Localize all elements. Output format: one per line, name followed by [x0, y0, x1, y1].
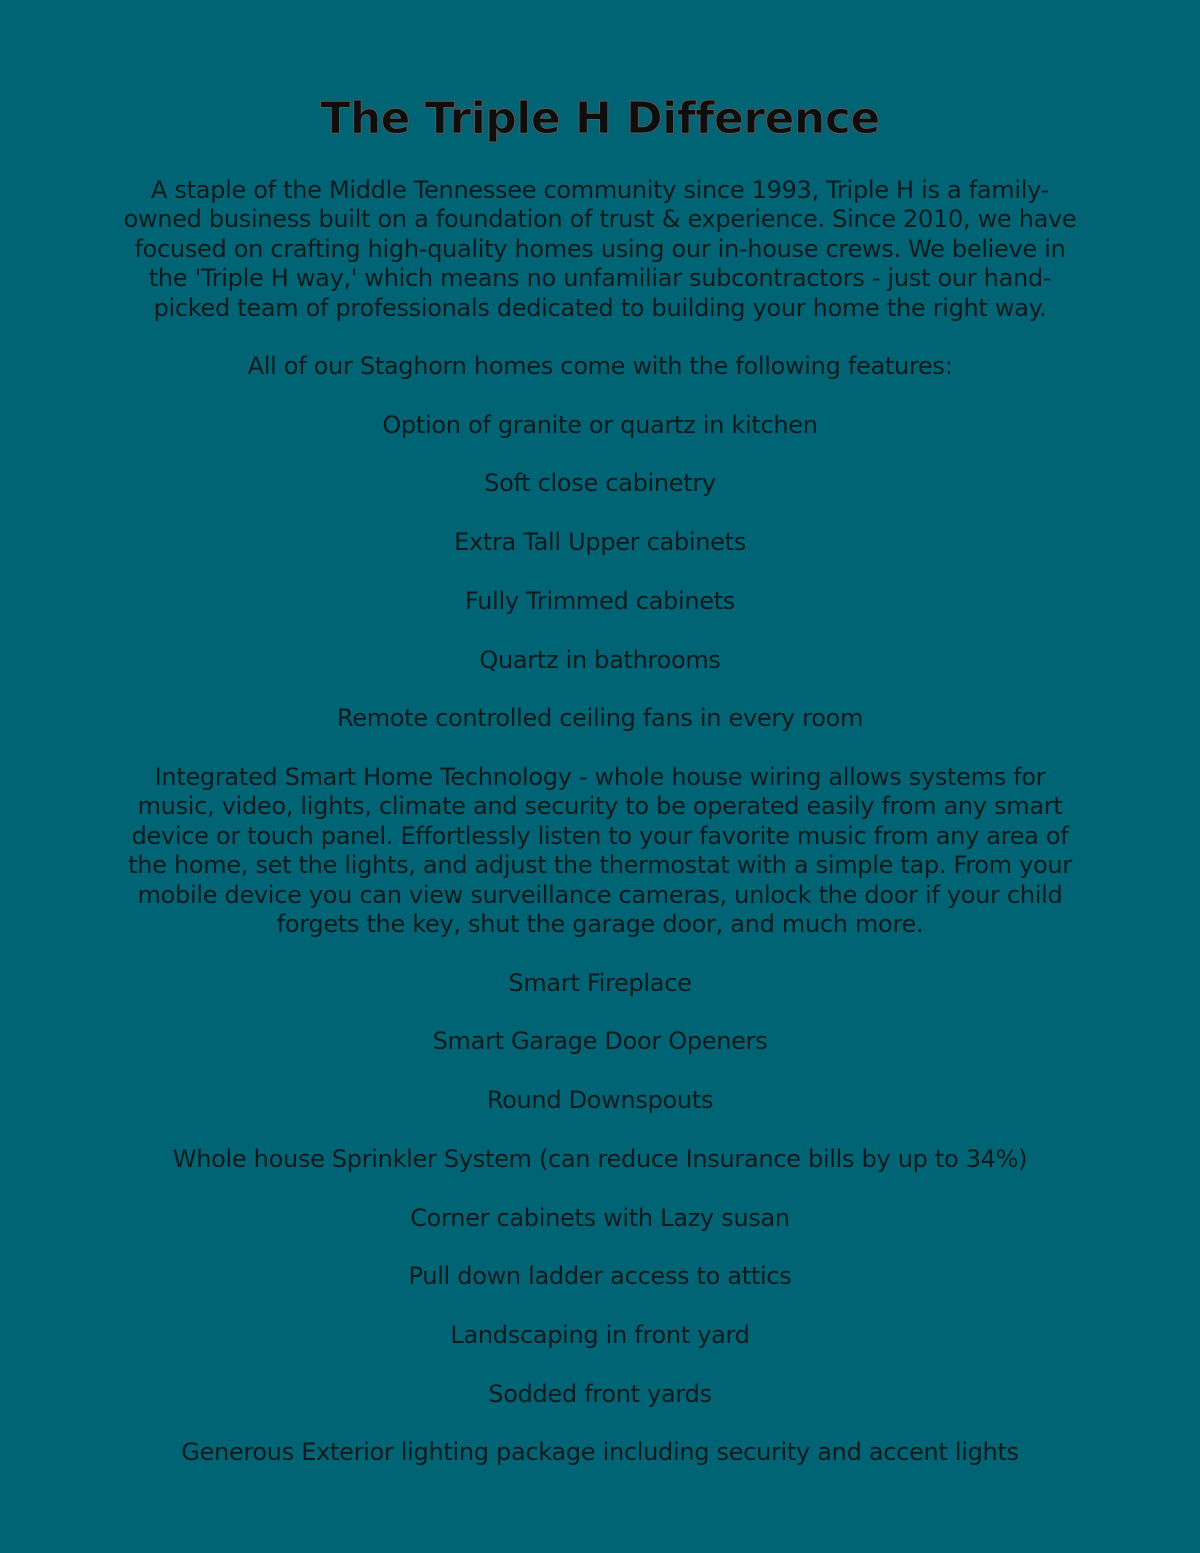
features-lead: All of our Staghorn homes come with the following features: — [247, 352, 953, 381]
feature-item: Smart Garage Door Openers — [432, 1027, 768, 1056]
features-list — [0, 411, 1200, 1468]
feature-item: Extra Tall Upper cabinets — [454, 528, 746, 557]
feature-item: Sodded front yards — [488, 1379, 712, 1408]
feature-item: Corner cabinets with Lazy susan — [410, 1203, 790, 1232]
feature-item: Remote controlled ceiling fans in every room — [336, 704, 864, 733]
feature-item: Soft close cabinetry — [484, 469, 716, 498]
feature-item: Fully Trimmed cabinets — [464, 586, 736, 615]
feature-item: Integrated Smart Home Technology - whole house wiring allows systems for music, video, lights, climate and security to be operated easily from any smart device or touch panel. Effortlessly listen to your favorite music from any area of the home, set the lights, and adjust the thermostat with a simple tap. From your mobile device you can view surveillance cameras, unlock the door if your child forgets the key, shut the garage door, and much more. — [128, 762, 1072, 938]
feature-item: Smart Fireplace — [508, 968, 692, 997]
feature-item: Option of granite or quartz in kitchen — [382, 410, 818, 439]
intro-paragraph: A staple of the Middle Tennessee community since 1993, Triple H is a family-owned business built on a foundation of trust & experience. Since 2010, we have focused on crafting high-quality homes using our in-house crews. We believe in the 'Triple H way,' which means no unfamiliar subcontractors - just our hand-picked team of professionals dedicated to building your home the right way. — [123, 176, 1077, 322]
feature-item: Generous Exterior lighting package including security and accent lights — [181, 1438, 1019, 1467]
feature-item: Whole house Sprinkler System (can reduce Insurance bills by up to 34%) — [172, 1144, 1028, 1173]
page-title: The Triple H Difference — [320, 93, 880, 144]
feature-item: Quartz in bathrooms — [479, 645, 721, 674]
feature-item: Landscaping in front yard — [450, 1320, 750, 1349]
feature-item: Pull down ladder access to attics — [408, 1262, 792, 1291]
feature-item: Round Downspouts — [486, 1086, 714, 1115]
